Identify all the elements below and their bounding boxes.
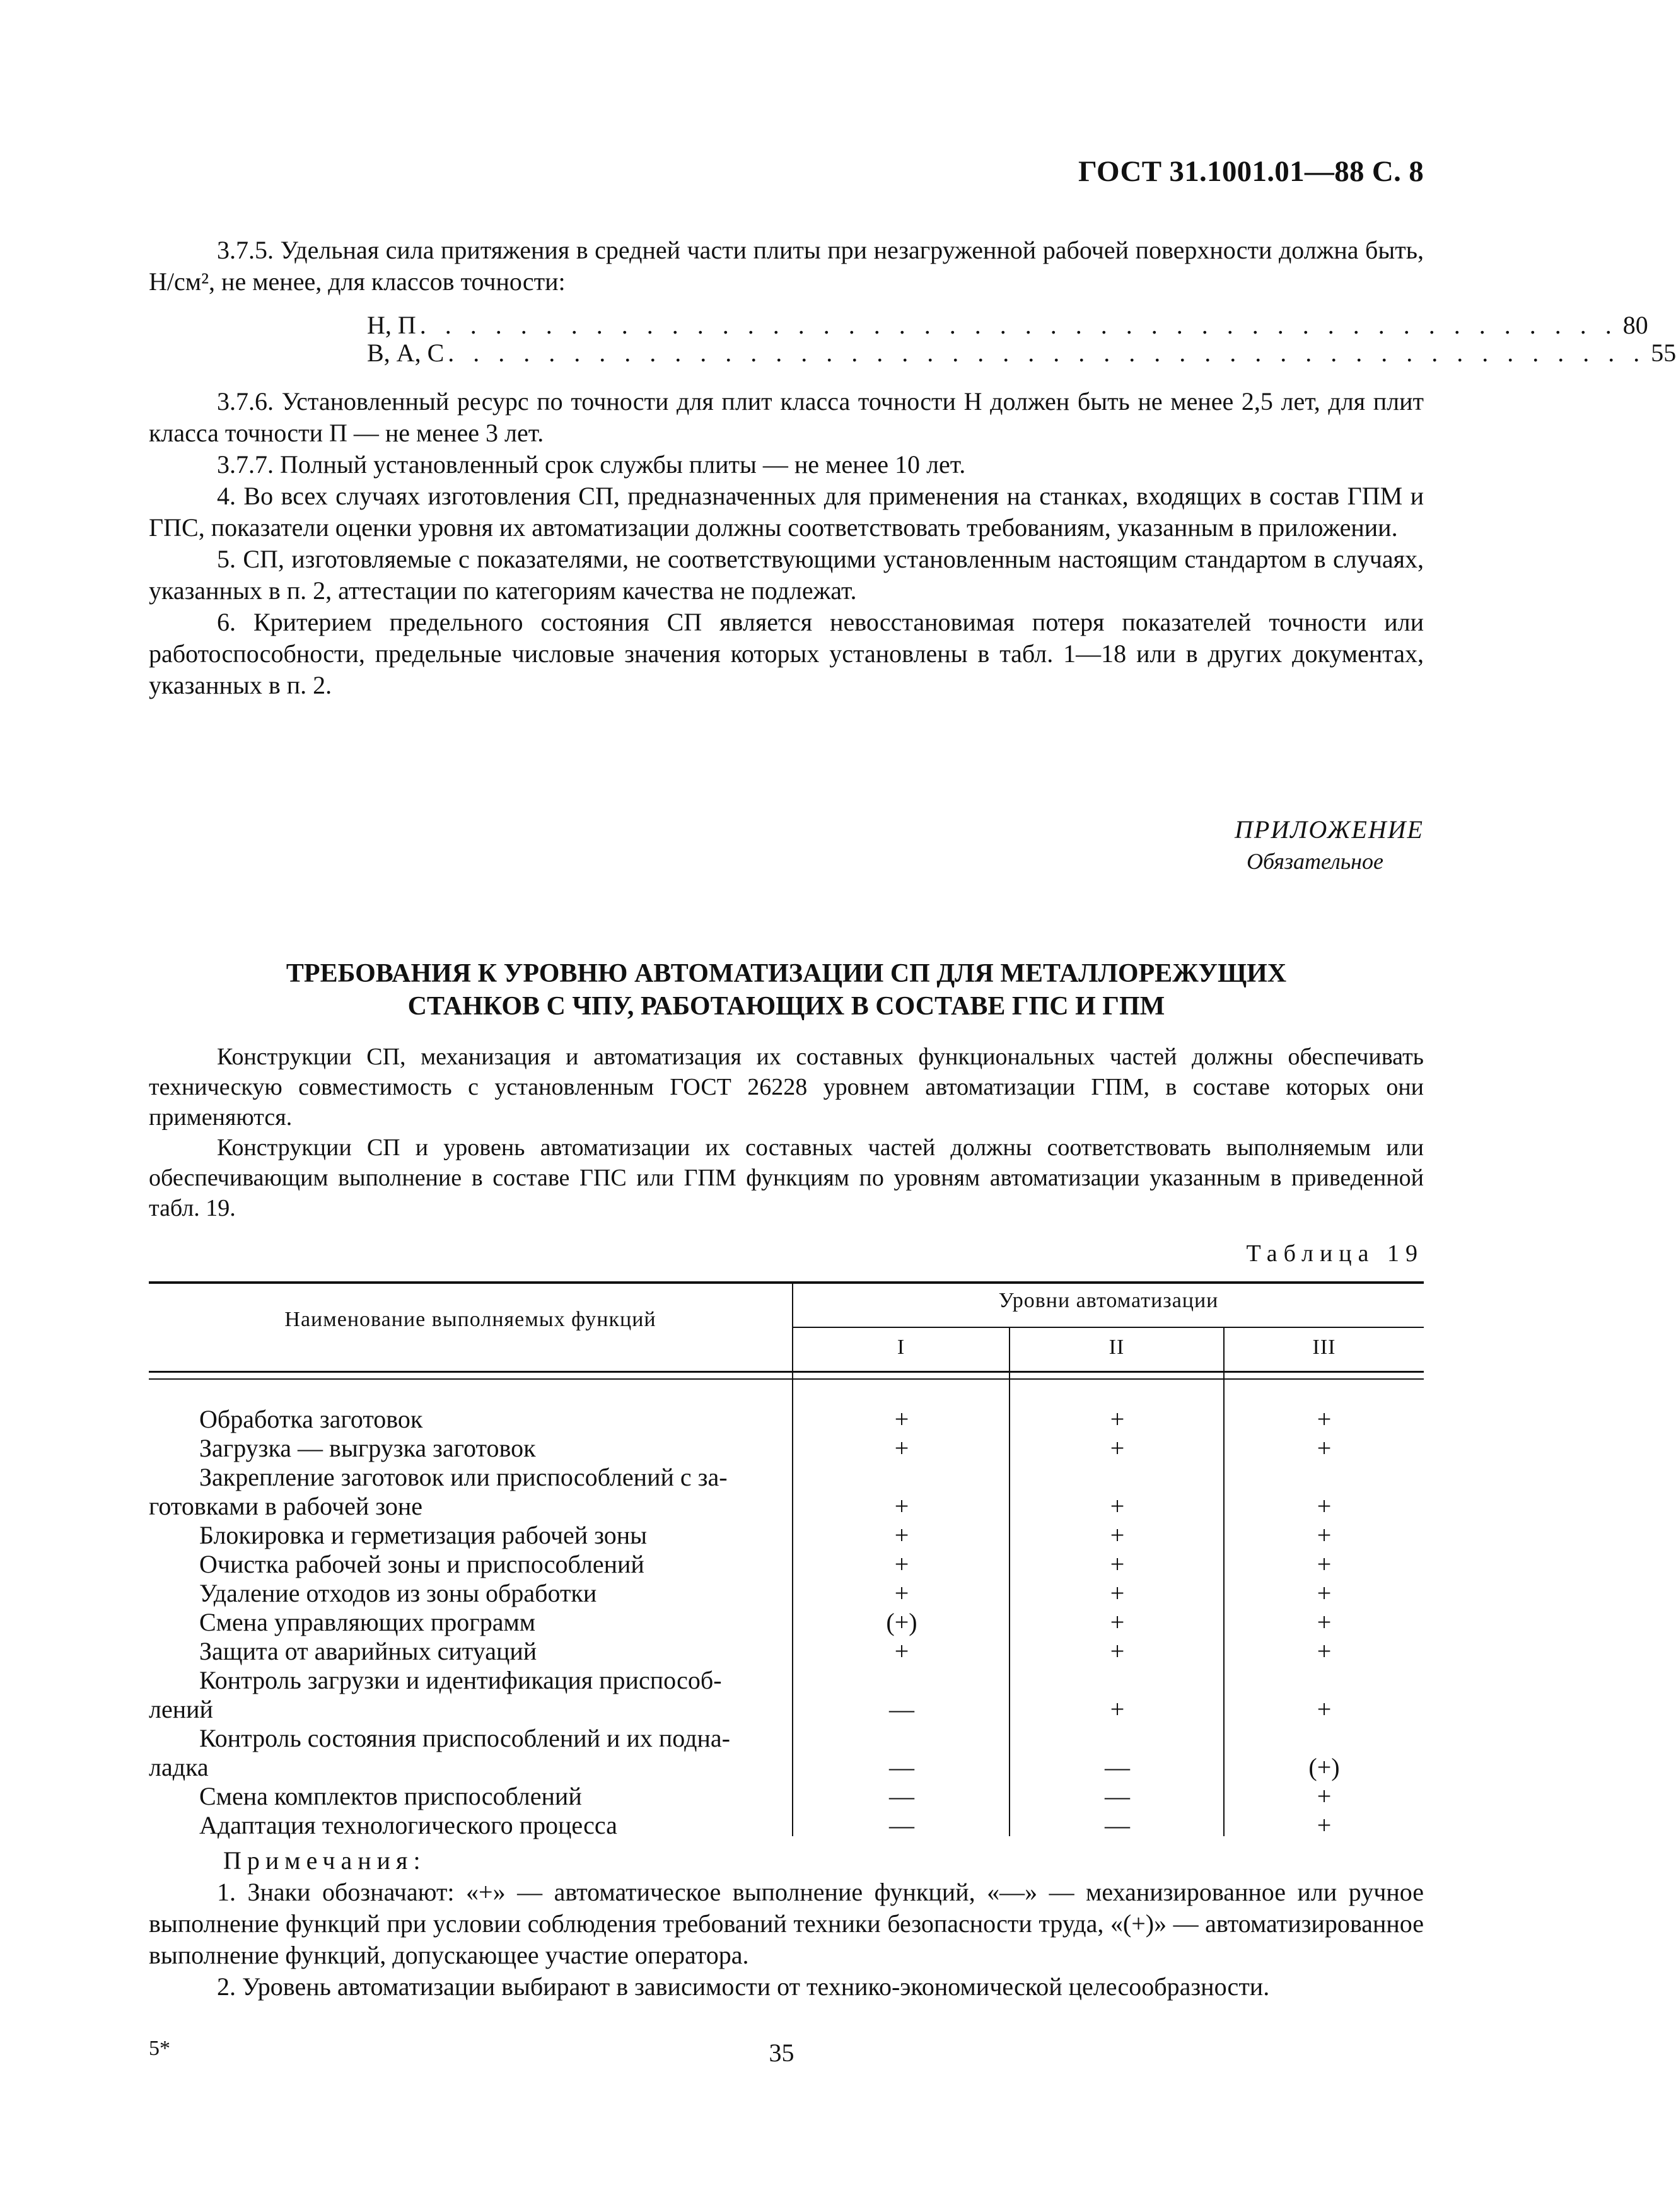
section-title-line: СТАНКОВ С ЧПУ, РАБОТАЮЩИХ В СОСТАВЕ ГПС И ГПМ [407, 992, 1165, 1021]
function-name [149, 1724, 792, 1782]
table-row [149, 1637, 1424, 1666]
clauses-block [149, 386, 1424, 701]
level-value: + [1317, 1550, 1332, 1578]
level-value: + [1110, 1608, 1125, 1636]
leader-row [367, 339, 1676, 367]
level-value: + [1110, 1521, 1125, 1549]
level-value: + [894, 1434, 909, 1462]
clause-paragraph: 3.7.6. Установленный ресурс по точности для плит класса точности Н должен быть не менее 2,5 лет, для плит класса точности П — не менее 3 лет. [149, 387, 1424, 447]
leader-value: 80 [1622, 311, 1648, 339]
automation-levels-table [149, 1281, 1424, 1839]
leader-dots: . . . . . . . . . . . . . . . . . . . . . . . . . . . . . . . . . . . . . . . . . . . . . . . . [448, 339, 1646, 367]
section-title-line: ТРЕБОВАНИЯ К УРОВНЮ АВТОМАТИЗАЦИИ СП ДЛЯ МЕТАЛЛОРЕЖУЩИХ [286, 959, 1287, 988]
level-value: — [1105, 1811, 1130, 1839]
level-value: + [1317, 1608, 1332, 1636]
level-value: + [1317, 1637, 1332, 1665]
notes-heading: Примечания: [223, 1846, 426, 1875]
clause-paragraph: 3.7.7. Полный установленный срок службы плиты — не менее 10 лет. [217, 450, 966, 479]
level-value: + [1110, 1434, 1125, 1462]
function-name-line: Закрепление заготовок или приспособлений с за- [199, 1463, 728, 1491]
level-value: + [1317, 1521, 1332, 1549]
level-value: — [1105, 1782, 1130, 1810]
function-name [149, 1811, 792, 1840]
section-intro [149, 1042, 1424, 1223]
level-value: — [889, 1782, 914, 1810]
level-value: + [1110, 1637, 1125, 1665]
function-name-line: лений [149, 1695, 213, 1723]
clause-375-text: 3.7.5. Удельная сила притяжения в средней части плиты при незагруженной рабочей поверхности должна быть, Н/см², не менее, для классов точности: [149, 236, 1424, 296]
table-row [149, 1579, 1424, 1608]
header-level: II [1109, 1336, 1125, 1359]
level-value: + [1317, 1434, 1332, 1462]
page-number: 35 [769, 2039, 794, 2067]
function-name-line: Смена комплектов приспособлений [199, 1782, 582, 1810]
level-value: + [894, 1492, 909, 1520]
function-name [149, 1405, 792, 1434]
leader-value: 55 [1651, 339, 1676, 367]
level-value: + [894, 1550, 909, 1578]
level-value: — [889, 1695, 914, 1723]
level-value: + [1317, 1811, 1332, 1839]
function-name-line: Адаптация технологического процесса [199, 1811, 617, 1839]
level-value: + [1110, 1695, 1125, 1723]
table-header-rule [149, 1378, 1424, 1380]
table-row [149, 1434, 1424, 1463]
function-name-line: Очистка рабочей зоны и приспособлений [199, 1550, 644, 1578]
function-name [149, 1608, 792, 1637]
level-value: + [894, 1521, 909, 1549]
intro-paragraph: Конструкции СП и уровень автоматизации их составных частей должны соответствовать выполняемым или обеспечивающим выполнение в составе ГПС или ГПМ функциям по уровням автоматизации указанным в приведенной табл. 19. [149, 1134, 1424, 1221]
function-name [149, 1666, 792, 1724]
header-level: III [1312, 1336, 1336, 1359]
table-header-rule [149, 1371, 1424, 1373]
table-row [149, 1608, 1424, 1637]
table-row [149, 1811, 1424, 1840]
level-value: + [894, 1579, 909, 1607]
notes [149, 1845, 1424, 2003]
level-value: + [1110, 1492, 1125, 1520]
function-name-line: Блокировка и герметизация рабочей зоны [199, 1521, 648, 1549]
function-name [149, 1550, 792, 1579]
table-row [149, 1724, 1424, 1782]
function-name-line: Смена управляющих программ [199, 1608, 536, 1636]
table-body [149, 1405, 1424, 1840]
level-value: — [1105, 1753, 1130, 1781]
function-name-line: Контроль состояния приспособлений и их подна- [199, 1724, 730, 1752]
function-name-line: ладка [149, 1753, 209, 1781]
function-name [149, 1637, 792, 1666]
header-functions: Наименование выполняемых функций [284, 1308, 656, 1331]
level-value: + [1317, 1695, 1332, 1723]
section-title [149, 957, 1424, 1023]
table-row [149, 1463, 1424, 1521]
header-level: I [897, 1336, 905, 1359]
function-name [149, 1463, 792, 1521]
clause-375 [149, 235, 1424, 298]
function-name-line: Защита от аварийных ситуаций [199, 1637, 537, 1665]
function-name-line: Удаление отходов из зоны обработки [199, 1579, 597, 1607]
table-top-rule [149, 1281, 1424, 1284]
function-name-line: Обработка заготовок [199, 1405, 423, 1433]
table-row [149, 1521, 1424, 1550]
function-name-line: готовками в рабочей зоне [149, 1492, 422, 1520]
clause-paragraph: 5. СП, изготовляемые с показателями, не соответствующими установленным настоящим стандартом в случаях, указанных в п. 2, аттестации по категориям качества не подлежат. [149, 545, 1424, 605]
level-value: + [1317, 1782, 1332, 1810]
leader-label: В, А, С [367, 339, 445, 367]
table-row [149, 1550, 1424, 1579]
level-value: (+) [886, 1608, 917, 1636]
table-label: Таблица 19 [1246, 1240, 1424, 1267]
appendix-title: ПРИЛОЖЕНИЕ [1235, 815, 1424, 844]
intro-paragraph: Конструкции СП, механизация и автоматизация их составных функциональных частей должны обеспечивать техническую совместимость с установленным ГОСТ 26228 уровнем автоматизации ГПМ, в составе которых они применяются. [149, 1044, 1424, 1131]
level-value: + [1317, 1492, 1332, 1520]
function-name [149, 1782, 792, 1811]
level-value: (+) [1308, 1753, 1340, 1781]
table-row [149, 1666, 1424, 1724]
header-levels: Уровни автоматизации [998, 1289, 1219, 1312]
level-value: + [894, 1405, 909, 1433]
note-item: 1. Знаки обозначают: «+» — автоматическое выполнение функций, «—» — механизированное или ручное выполнение функций при условии соблюдения требований техники безопасности труда, «(+)» — автоматизированное выполнение функций, допускающее участие оператора. [149, 1878, 1424, 1969]
function-name-line: Загрузка — выгрузка заготовок [199, 1434, 536, 1462]
function-name [149, 1521, 792, 1550]
page-header: ГОСТ 31.1001.01—88 С. 8 [1078, 155, 1424, 188]
clause-paragraph: 4. Во всех случаях изготовления СП, предназначенных для применения на станках, входящих в состав ГПМ и ГПС, показатели оценки уровня их автоматизации должны соответствовать требованиям, указанным в приложении. [149, 482, 1424, 542]
function-name [149, 1579, 792, 1608]
function-name [149, 1434, 792, 1463]
footer-mark: 5* [149, 2037, 170, 2060]
level-value: + [1110, 1550, 1125, 1578]
clause-paragraph: 6. Критерием предельного состояния СП является невосстановимая потеря показателей точности или работоспособности, предельные числовые значения которых установлены в табл. 1—18 или в других документах, указанных в п. 2. [149, 608, 1424, 699]
level-value: — [889, 1811, 914, 1839]
level-value: — [889, 1753, 914, 1781]
level-value: + [894, 1637, 909, 1665]
leader-dots: . . . . . . . . . . . . . . . . . . . . . . . . . . . . . . . . . . . . . . . . . . . . . . . . [419, 311, 1618, 339]
level-value: + [1110, 1405, 1125, 1433]
leader-label: Н, П [367, 311, 416, 339]
level-value: + [1317, 1405, 1332, 1433]
function-name-line: Контроль загрузки и идентификация приспособ- [199, 1666, 722, 1694]
appendix-status: Обязательное [1247, 849, 1383, 874]
class-force-leaders [367, 311, 1676, 367]
table-row [149, 1405, 1424, 1434]
note-item: 2. Уровень автоматизации выбирают в зависимости от технико-экономической целесообразности. [217, 1972, 1270, 2001]
level-value: + [1110, 1579, 1125, 1607]
level-value: + [1317, 1579, 1332, 1607]
leader-row [367, 311, 1648, 339]
table-subheader-rule [792, 1327, 1424, 1328]
table-row [149, 1782, 1424, 1811]
